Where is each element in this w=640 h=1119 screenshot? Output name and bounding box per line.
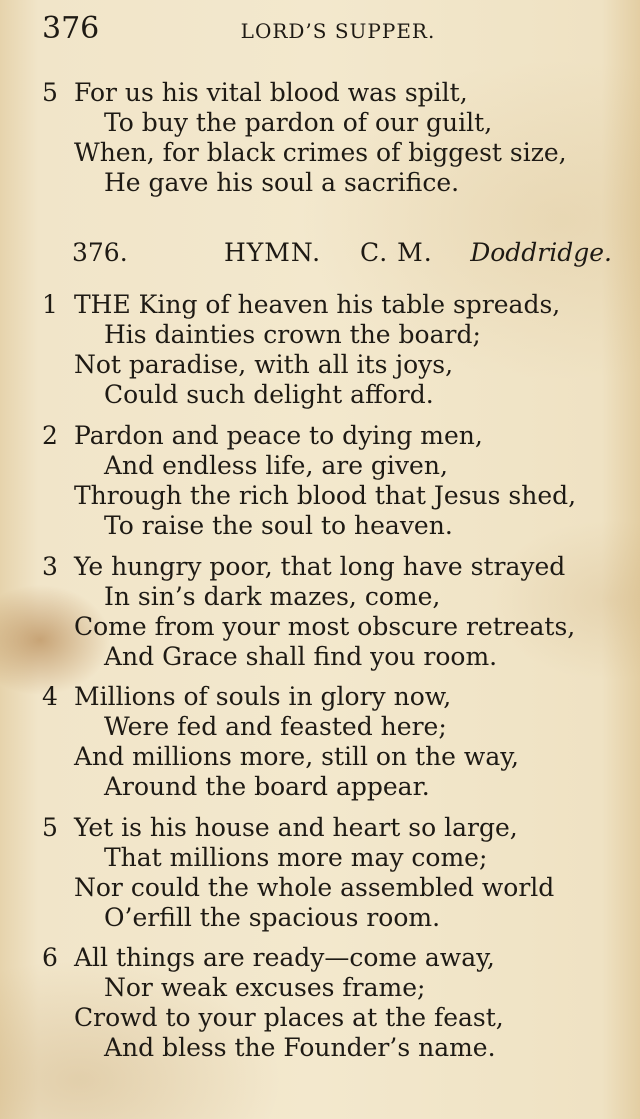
verse-number: 5 [42, 813, 58, 842]
verse-line: All things are ready—come away, [74, 943, 495, 972]
verse-number: 5 [42, 78, 58, 107]
verse-number: 1 [42, 290, 58, 319]
verse-line: Were fed and feasted here; [104, 712, 447, 741]
verse-line: Crowd to your places at the feast, [74, 1003, 504, 1032]
verse-number: 3 [42, 552, 58, 581]
verse-line: And Grace shall find you room. [104, 642, 498, 671]
verse-line: He gave his soul a sacrifice. [104, 168, 460, 197]
verse-line: To raise the soul to heaven. [104, 511, 453, 540]
verse-line: O’erfill the spacious room. [104, 903, 441, 932]
verse-line: Not paradise, with all its joys, [74, 350, 454, 379]
verse-line: Pardon and peace to dying men, [74, 421, 483, 450]
page-number: 376 [42, 11, 100, 46]
verse-line: Nor weak excuses frame; [104, 973, 426, 1002]
verse-line: To buy the pardon of our guilt, [104, 108, 493, 137]
verse-line: Ye hungry poor, that long have strayed [74, 552, 566, 581]
verse-line: When, for black crimes of biggest size, [74, 138, 567, 167]
verse-line: That millions more may come; [104, 843, 488, 872]
verse-number: 2 [42, 421, 58, 450]
verse-line: Through the rich blood that Jesus shed, [74, 481, 577, 510]
hymn-number: 376. [72, 238, 128, 267]
verse-line: Come from your most obscure retreats, [74, 612, 576, 641]
verse-line: And bless the Founder’s name. [104, 1033, 496, 1062]
hymn-heading [40, 236, 612, 270]
verse-line: Could such delight afford. [104, 380, 434, 409]
verse-line: In sin’s dark mazes, come, [104, 582, 441, 611]
verse-line: Yet is his house and heart so large, [74, 813, 518, 842]
verse-line: His dainties crown the board; [104, 320, 481, 349]
verse-number: 4 [42, 682, 58, 711]
verse-line: Millions of souls in glory now, [74, 682, 452, 711]
running-head: LORD’S SUPPER. [240, 19, 436, 43]
hymn-title: HYMN. [224, 238, 322, 267]
verse-line: Nor could the whole assembled world [74, 873, 555, 902]
verse-line: For us his vital blood was spilt, [74, 78, 468, 107]
verse-line: Around the board appear. [104, 772, 430, 801]
verse-line: THE King of heaven his table spreads, [74, 290, 561, 319]
hymn-meter: C. M. [360, 238, 433, 267]
verse-line: And millions more, still on the way, [74, 742, 519, 771]
verse-line: And endless life, are given, [104, 451, 448, 480]
verse-number: 6 [42, 943, 58, 972]
hymn-author: Doddridge. [470, 238, 612, 267]
page-header [40, 12, 600, 46]
